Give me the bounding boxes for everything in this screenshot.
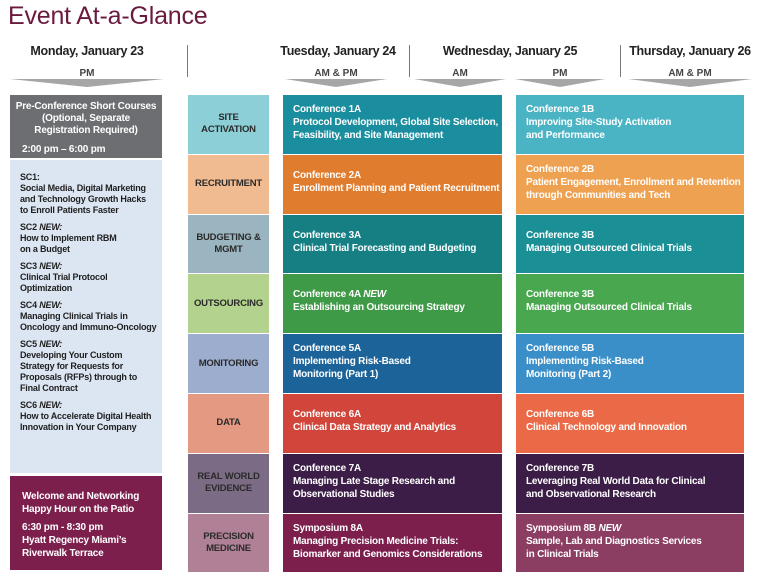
new-badge: NEW: bbox=[39, 300, 63, 310]
track-category-label: EVIDENCE bbox=[205, 483, 252, 495]
session-title: Conference 5A bbox=[293, 343, 361, 355]
track-category-label: REAL WORLD bbox=[197, 471, 260, 483]
divider-tue-wed bbox=[409, 45, 410, 77]
welcome-venue-line1: Hyatt Regency Miami’s bbox=[22, 535, 127, 546]
short-course-item bbox=[20, 222, 162, 255]
slot-monday: PM bbox=[79, 68, 95, 79]
session-title: Conference 5B bbox=[526, 343, 594, 355]
slot-thursday: AM & PM bbox=[668, 68, 712, 79]
session-description: Feasibility, and Site Management bbox=[293, 130, 444, 141]
page-title: Event At-a-Glance bbox=[8, 2, 208, 30]
arrow-wednesday-pm bbox=[515, 79, 605, 87]
short-course-line: Strategy for Requests for bbox=[20, 361, 124, 371]
short-course-line: Clinical Trial Protocol bbox=[20, 272, 108, 282]
session-tuesday bbox=[283, 95, 502, 154]
session-description: Managing Late Stage Research and bbox=[293, 475, 455, 487]
short-course-line: Managing Clinical Trials in bbox=[20, 311, 128, 321]
preconference-title-line3: Registration Required) bbox=[34, 125, 138, 136]
preconference-time-bar bbox=[10, 140, 162, 158]
track-category bbox=[188, 155, 269, 214]
session-title: Conference 1B bbox=[526, 104, 594, 115]
short-course-line: How to Accelerate Digital Health bbox=[20, 411, 152, 421]
session-title: Conference 3B bbox=[526, 229, 594, 241]
welcome-reception bbox=[10, 476, 162, 570]
track-category bbox=[188, 95, 269, 154]
slot-wednesday-pm: PM bbox=[552, 68, 568, 79]
session-description: Establishing an Outsourcing Strategy bbox=[293, 302, 465, 314]
track-category-label: ACTIVATION bbox=[201, 124, 256, 136]
session-wednesday-thursday bbox=[516, 215, 744, 274]
track-category bbox=[188, 215, 269, 274]
session-tuesday bbox=[283, 394, 502, 453]
day-wednesday: Wednesday, January 25 bbox=[442, 44, 578, 58]
short-course-list bbox=[10, 160, 162, 473]
session-wednesday-thursday bbox=[516, 274, 744, 333]
session-description: and Observational Research bbox=[526, 488, 656, 500]
session-title: Conference 7A bbox=[293, 462, 361, 474]
session-tuesday bbox=[283, 155, 502, 214]
short-course-item bbox=[20, 339, 162, 394]
track-category-label: OUTSOURCING bbox=[193, 297, 264, 309]
slot-wednesday-am: AM bbox=[452, 68, 468, 79]
session-title: Conference 2A bbox=[293, 169, 361, 181]
session-description: Improving Site-Study Activation bbox=[526, 117, 672, 128]
day-tuesday: Tuesday, January 24 bbox=[280, 44, 396, 58]
track-category-label: MGMT bbox=[214, 243, 243, 255]
session-title: Symposium 8B bbox=[526, 522, 596, 534]
session-description: Monitoring (Part 1) bbox=[293, 369, 379, 381]
session-description: Managing Outsourced Clinical Trials bbox=[526, 302, 692, 314]
divider-mon-tue bbox=[187, 45, 188, 77]
short-course-item bbox=[20, 172, 162, 216]
short-course-code: SC5 bbox=[20, 339, 37, 349]
divider-wed-thu bbox=[620, 45, 621, 77]
track-category-label: RECRUITMENT bbox=[195, 178, 262, 190]
session-tuesday bbox=[283, 215, 502, 274]
session-description: Clinical Technology and Innovation bbox=[526, 422, 687, 433]
session-description: Managing Outsourced Clinical Trials bbox=[526, 242, 692, 254]
day-monday: Monday, January 23 bbox=[30, 44, 144, 58]
short-course-code: SC2 bbox=[20, 222, 37, 232]
new-badge: NEW: bbox=[39, 400, 63, 410]
short-course-line: Developing Your Custom bbox=[20, 350, 123, 360]
track-category-label: MONITORING bbox=[198, 357, 259, 369]
new-badge: NEW bbox=[363, 289, 386, 301]
new-badge: NEW bbox=[598, 522, 622, 534]
session-wednesday-thursday bbox=[516, 334, 744, 393]
track-category bbox=[188, 274, 269, 333]
session-description: Sample, Lab and Diagnostics Services bbox=[526, 535, 702, 547]
preconference-title-line2: (Optional, Separate bbox=[42, 113, 130, 124]
new-badge: NEW: bbox=[39, 222, 63, 232]
session-description: Clinical Trial Forecasting and Budgeting bbox=[293, 242, 477, 254]
arrow-tuesday bbox=[285, 79, 387, 87]
welcome-venue-line2: Riverwalk Terrace bbox=[22, 548, 104, 559]
session-wednesday-thursday bbox=[516, 155, 744, 214]
session-title: Conference 3B bbox=[526, 289, 594, 301]
new-badge: NEW: bbox=[39, 339, 63, 349]
day-thursday: Thursday, January 26 bbox=[629, 44, 751, 58]
welcome-line1: Welcome and Networking bbox=[22, 491, 140, 502]
short-course-code: SC4 bbox=[20, 300, 37, 310]
session-title: Conference 6A bbox=[293, 409, 361, 420]
session-description: Protocol Development, Global Site Selection, bbox=[293, 117, 499, 128]
session-description: Leveraging Real World Data for Clinical bbox=[526, 475, 706, 487]
session-description: Observational Studies bbox=[293, 488, 395, 500]
short-course-line: Proposals (RFPs) through to bbox=[20, 372, 138, 382]
session-wednesday-thursday bbox=[516, 394, 744, 453]
session-description: Managing Precision Medicine Trials: bbox=[293, 535, 459, 547]
short-course-line: Innovation in Your Company bbox=[20, 422, 137, 432]
session-title: Conference 3A bbox=[293, 229, 361, 241]
session-tuesday bbox=[283, 454, 502, 513]
session-tuesday bbox=[283, 334, 502, 393]
short-course-line: Optimization bbox=[20, 283, 73, 293]
short-course-item bbox=[20, 400, 162, 433]
arrow-monday bbox=[10, 79, 164, 87]
short-course-line: Social Media, Digital Marketing bbox=[20, 183, 146, 193]
preconference-time: 2:00 pm – 6:00 pm bbox=[22, 144, 106, 155]
short-course-line: and Technology Growth Hacks bbox=[20, 194, 146, 204]
session-description: Enrollment Planning and Patient Recruitment bbox=[293, 182, 500, 194]
session-title: Conference 7B bbox=[526, 462, 594, 474]
session-description: Monitoring (Part 2) bbox=[526, 369, 612, 381]
short-course-item bbox=[20, 261, 162, 294]
short-course-item bbox=[20, 300, 162, 333]
session-description: Patient Engagement, Enrollment and Retention bbox=[526, 176, 741, 188]
preconference-title-line1: Pre-Conference Short Courses bbox=[15, 101, 157, 112]
welcome-time: 6:30 pm - 8:30 pm bbox=[22, 522, 104, 533]
short-course-line: How to Implement RBM bbox=[20, 233, 117, 243]
session-wednesday-thursday bbox=[516, 514, 744, 573]
short-course-line: on a Budget bbox=[20, 244, 70, 254]
track-category-label: MEDICINE bbox=[206, 542, 251, 554]
arrow-wednesday-am bbox=[414, 79, 506, 87]
session-tuesday bbox=[283, 274, 502, 333]
short-course-code: SC3 bbox=[20, 261, 37, 271]
session-description: in Clinical Trials bbox=[526, 548, 599, 560]
session-tuesday bbox=[283, 514, 502, 573]
track-category bbox=[188, 394, 269, 453]
short-course-code: SC6 bbox=[20, 400, 37, 410]
session-title: Conference 1A bbox=[293, 104, 361, 115]
session-description: Biomarker and Genomics Considerations bbox=[293, 548, 483, 560]
track-category-label: DATA bbox=[216, 417, 241, 429]
session-title: Conference 4A bbox=[293, 289, 361, 301]
session-description: Implementing Risk-Based bbox=[526, 356, 644, 368]
track-category-label: BUDGETING & bbox=[196, 231, 261, 243]
arrow-thursday bbox=[628, 79, 752, 87]
track-category bbox=[188, 514, 269, 573]
session-description: through Communities and Tech bbox=[526, 189, 671, 201]
session-wednesday-thursday bbox=[516, 95, 744, 154]
session-description: Clinical Data Strategy and Analytics bbox=[293, 422, 457, 433]
session-title: Symposium 8A bbox=[293, 522, 363, 534]
short-course-line: to Enroll Patients Faster bbox=[20, 205, 119, 215]
track-category-label: PRECISION bbox=[203, 530, 254, 542]
track-category-label: SITE bbox=[218, 112, 239, 124]
welcome-line2: Happy Hour on the Patio bbox=[22, 504, 135, 515]
session-wednesday-thursday bbox=[516, 454, 744, 513]
new-badge: NEW: bbox=[39, 261, 63, 271]
session-description: and Performance bbox=[526, 130, 605, 141]
session-title: Conference 2B bbox=[526, 163, 594, 175]
track-category bbox=[188, 334, 269, 393]
track-category bbox=[188, 454, 269, 513]
session-description: Implementing Risk-Based bbox=[293, 356, 411, 368]
short-course-code: SC1: bbox=[20, 172, 40, 182]
slot-tuesday: AM & PM bbox=[314, 68, 358, 79]
short-course-line: Final Contract bbox=[20, 383, 78, 393]
session-title: Conference 6B bbox=[526, 409, 594, 420]
short-course-line: Oncology and Immuno-Oncology bbox=[20, 322, 157, 332]
